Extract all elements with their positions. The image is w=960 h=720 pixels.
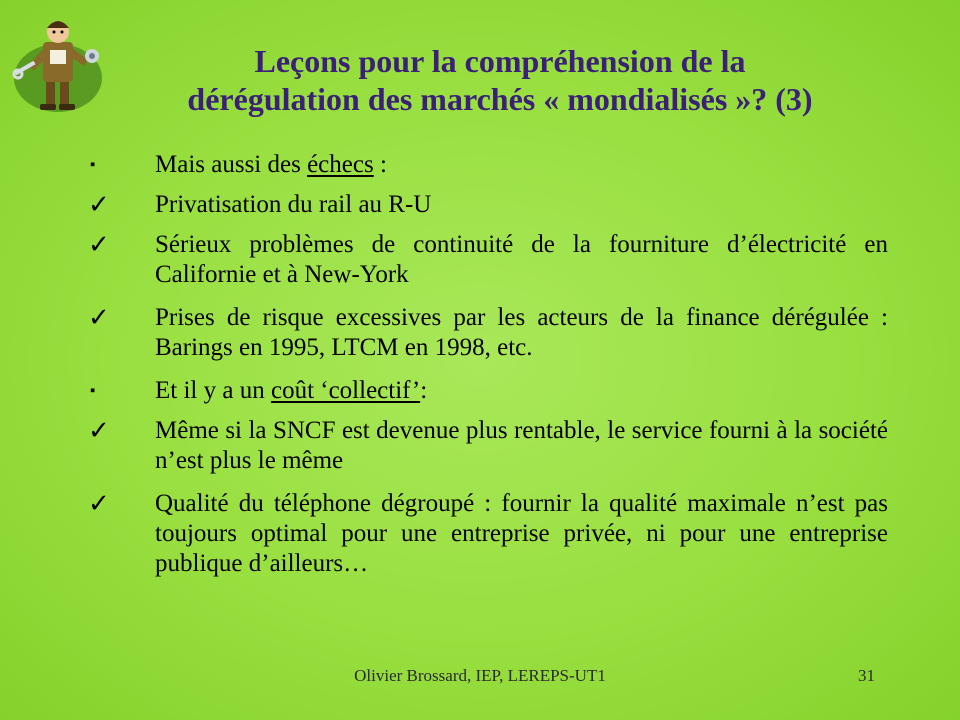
- check-bullet-icon: ✓: [88, 230, 110, 259]
- bullet-item-3: [88, 230, 888, 290]
- bullet-text-1-post: :: [373, 151, 387, 178]
- slide-title-line-2: dérégulation des marchés « mondialisés »? (3): [187, 81, 813, 117]
- bullet-item-1: [88, 150, 888, 180]
- check-bullet-icon: ✓: [88, 190, 110, 219]
- bullet-item-7: [88, 489, 888, 579]
- slide-title-line-1: Leçons pour la compréhension de la: [254, 43, 746, 79]
- bullet-list: [88, 150, 888, 579]
- bullet-text-6: Même si la SNCF est devenue plus rentable, le service fourni à la société n’est plus le même: [155, 417, 888, 474]
- bullet-text-5-underlined: coût ‘collectif’: [270, 377, 421, 404]
- footer-author: Olivier Brossard, IEP, LEREPS-UT1: [354, 666, 606, 685]
- bullet-text-7: Qualité du téléphone dégroupé : fournir la qualité maximale n’est pas toujours optimal pour une entreprise privée, ni pour une entreprise publique d’ailleurs…: [155, 490, 888, 577]
- bullet-text-5-post: :: [420, 377, 428, 404]
- footer-page-number: 31: [858, 666, 875, 685]
- square-bullet-icon: ▪: [90, 383, 96, 399]
- check-bullet-icon: ✓: [88, 416, 110, 445]
- bullet-text-1-underlined: échecs: [307, 151, 374, 178]
- square-bullet-icon: ▪: [90, 157, 96, 173]
- bullet-item-4: [88, 303, 888, 363]
- bullet-item-5: [88, 376, 888, 406]
- bullet-text-2: Privatisation du rail au R-U: [155, 191, 432, 218]
- mechanic-with-wrench-icon: [8, 8, 108, 118]
- bullet-text-3: Sérieux problèmes de continuité de la fourniture d’électricité en Californie et à New-York: [155, 231, 888, 288]
- bullet-text-1-pre: Mais aussi des: [155, 151, 308, 178]
- bullet-item-6: [88, 416, 888, 476]
- check-bullet-icon: ✓: [88, 303, 110, 332]
- check-bullet-icon: ✓: [88, 489, 110, 518]
- slide-title: [100, 42, 900, 118]
- bullet-text-5-pre: Et il y a un: [155, 377, 271, 404]
- bullet-text-4: Prises de risque excessives par les acteurs de la finance dérégulée : Barings en 1995, LTCM en 1998, etc.: [155, 304, 888, 361]
- bullet-item-2: [88, 190, 888, 220]
